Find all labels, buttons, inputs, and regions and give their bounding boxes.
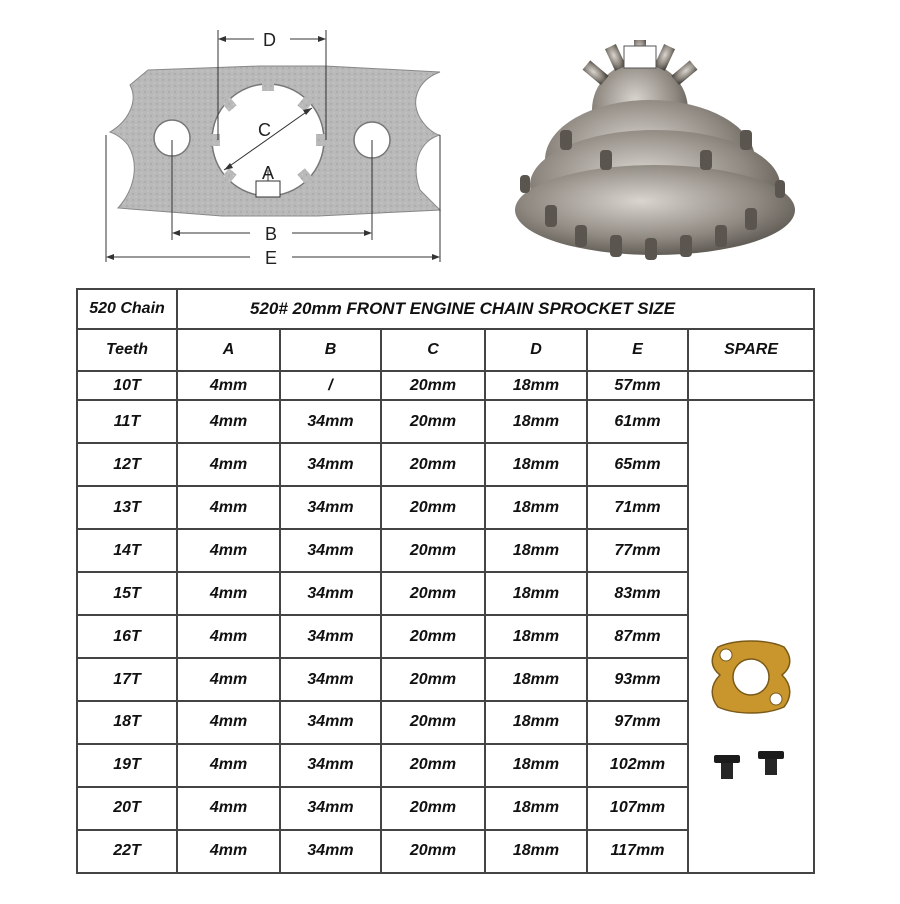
cell-teeth: 10T: [77, 371, 177, 400]
cell-b: 34mm: [280, 400, 381, 443]
cell-d: 18mm: [485, 615, 587, 658]
cell-c: 20mm: [381, 744, 485, 787]
cell-d: 18mm: [485, 572, 587, 615]
cell-e: 102mm: [587, 744, 688, 787]
cell-teeth: 20T: [77, 787, 177, 830]
cell-e: 93mm: [587, 658, 688, 701]
cell-b: 34mm: [280, 658, 381, 701]
cell-e: 83mm: [587, 572, 688, 615]
cell-d: 18mm: [485, 701, 587, 744]
cell-b: 34mm: [280, 744, 381, 787]
locking-plate-diagram: [0, 0, 900, 282]
cell-d: 18mm: [485, 830, 587, 873]
cell-teeth: 22T: [77, 830, 177, 873]
spare-parts-cell: [688, 400, 814, 873]
cell-teeth: 15T: [77, 572, 177, 615]
cell-c: 20mm: [381, 701, 485, 744]
dimension-label-b: B: [265, 224, 278, 244]
cell-a: 4mm: [177, 443, 280, 486]
cell-d: 18mm: [485, 443, 587, 486]
table-title-row: [77, 289, 814, 329]
cell-c: 20mm: [381, 443, 485, 486]
cell-b: 34mm: [280, 615, 381, 658]
cell-d: 18mm: [485, 658, 587, 701]
cell-teeth: 16T: [77, 615, 177, 658]
cell-b: 34mm: [280, 830, 381, 873]
table-row: [77, 371, 814, 400]
cell-teeth: 11T: [77, 400, 177, 443]
cell-a: 4mm: [177, 371, 280, 400]
locking-plate-and-bolts-image: [706, 627, 796, 797]
figure-area: [0, 0, 900, 282]
cell-a: 4mm: [177, 744, 280, 787]
cell-teeth: 17T: [77, 658, 177, 701]
cell-b: 34mm: [280, 486, 381, 529]
cell-d: 18mm: [485, 371, 587, 400]
dimension-label-d: D: [263, 30, 276, 50]
cell-e: 71mm: [587, 486, 688, 529]
cell-teeth: 13T: [77, 486, 177, 529]
dimension-label-c: C: [258, 120, 271, 140]
cell-a: 4mm: [177, 486, 280, 529]
cell-teeth: 12T: [77, 443, 177, 486]
cell-b: 34mm: [280, 572, 381, 615]
cell-a: 4mm: [177, 787, 280, 830]
table-title: 520# 20mm FRONT ENGINE CHAIN SPROCKET SIZE: [177, 289, 814, 329]
cell-a: 4mm: [177, 658, 280, 701]
cell-b: /: [280, 371, 381, 400]
cell-e: 57mm: [587, 371, 688, 400]
cell-b: 34mm: [280, 443, 381, 486]
corner-label: 520 Chain: [77, 289, 177, 329]
cell-c: 20mm: [381, 572, 485, 615]
cell-a: 4mm: [177, 572, 280, 615]
cell-c: 20mm: [381, 830, 485, 873]
header-spare: SPARE: [688, 329, 814, 371]
cell-d: 18mm: [485, 744, 587, 787]
cell-a: 4mm: [177, 701, 280, 744]
header-b: B: [280, 329, 381, 371]
cell-c: 20mm: [381, 529, 485, 572]
cell-c: 20mm: [381, 787, 485, 830]
cell-a: 4mm: [177, 615, 280, 658]
cell-c: 20mm: [381, 486, 485, 529]
table-row: [77, 400, 814, 443]
header-a: A: [177, 329, 280, 371]
cell-d: 18mm: [485, 400, 587, 443]
cell-b: 34mm: [280, 787, 381, 830]
sprocket-stack-image: [515, 40, 795, 260]
header-teeth: Teeth: [77, 329, 177, 371]
cell-c: 20mm: [381, 400, 485, 443]
cell-b: 34mm: [280, 529, 381, 572]
cell-e: 107mm: [587, 787, 688, 830]
cell-e: 65mm: [587, 443, 688, 486]
cell-d: 18mm: [485, 529, 587, 572]
cell-c: 20mm: [381, 658, 485, 701]
header-c: C: [381, 329, 485, 371]
dimension-label-e: E: [265, 248, 278, 268]
cell-teeth: 19T: [77, 744, 177, 787]
header-e: E: [587, 329, 688, 371]
cell-a: 4mm: [177, 830, 280, 873]
cell-e: 77mm: [587, 529, 688, 572]
cell-teeth: 18T: [77, 701, 177, 744]
cell-e: 61mm: [587, 400, 688, 443]
cell-d: 18mm: [485, 486, 587, 529]
cell-c: 20mm: [381, 615, 485, 658]
cell-spare-empty: [688, 371, 814, 400]
dimension-label-a: A: [262, 163, 275, 183]
cell-a: 4mm: [177, 529, 280, 572]
cell-b: 34mm: [280, 701, 381, 744]
cell-a: 4mm: [177, 400, 280, 443]
cell-c: 20mm: [381, 371, 485, 400]
cell-e: 117mm: [587, 830, 688, 873]
table-header-row: [77, 329, 814, 371]
cell-teeth: 14T: [77, 529, 177, 572]
cell-d: 18mm: [485, 787, 587, 830]
header-d: D: [485, 329, 587, 371]
sprocket-size-table: [76, 288, 815, 874]
cell-e: 87mm: [587, 615, 688, 658]
cell-e: 97mm: [587, 701, 688, 744]
